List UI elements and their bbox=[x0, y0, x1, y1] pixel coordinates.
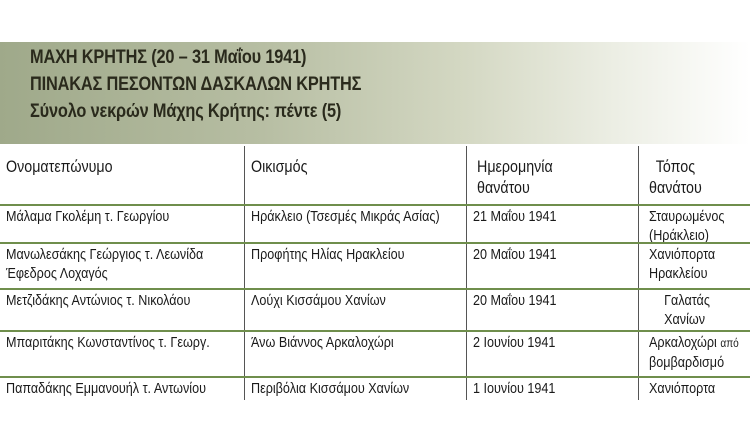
cell-date: 2 Ιουνίου 1941 bbox=[466, 332, 638, 376]
cell-name: Μετζιδάκης Αντώνιος τ. Νικολάου bbox=[6, 292, 191, 309]
cell-settlement: Ηράκλειο (Τσεσμές Μικράς Ασίας) bbox=[244, 206, 466, 242]
table-row bbox=[0, 244, 750, 290]
column-header-place: Τόπος θανάτου bbox=[638, 146, 750, 204]
cell-settlement: Άνω Βιάννος Αρκαλοχώρι bbox=[244, 332, 466, 376]
table-row bbox=[0, 290, 750, 332]
column-header-date: Ημερομηνία θανάτου bbox=[466, 146, 638, 204]
title-line-battle: ΜΑΧΗ ΚΡΗΤΗΣ (20 – 31 Μαΐου 1941) bbox=[30, 47, 307, 68]
cell-date: 1 Ιουνίου 1941 bbox=[466, 378, 638, 400]
cell-place: Γαλατάς Χανίων bbox=[638, 290, 750, 330]
cell-name: Μανωλεσάκης Γεώργιος τ. Λεωνίδα Έφεδρος Λοχαγός bbox=[6, 246, 204, 282]
cell-name: Μπαριτάκης Κωνσταντίνος τ. Γεωργ. bbox=[6, 334, 210, 351]
column-header-settlement: Οικισμός bbox=[244, 146, 466, 204]
column-header-name: Ονοματεπώνυμο bbox=[6, 157, 113, 176]
fallen-teachers-table bbox=[0, 146, 750, 400]
cell-settlement: Περιβόλια Κισσάμου Χανίων bbox=[244, 378, 466, 400]
cell-place: Αρκαλοχώρι από βομβαρδισμό bbox=[638, 332, 750, 376]
cell-settlement: Προφήτης Ηλίας Ηρακλείου bbox=[244, 244, 466, 288]
place-suffix: από bbox=[720, 336, 739, 350]
cell-date: 20 Μαΐου 1941 bbox=[466, 290, 638, 330]
cell-place: Χανιόπορτα Ηρακλείου bbox=[638, 244, 750, 288]
table-row bbox=[0, 206, 750, 244]
document-title-block bbox=[30, 44, 361, 125]
cell-date: 21 Μαΐου 1941 bbox=[466, 206, 638, 242]
cell-date: 20 Μαΐου 1941 bbox=[466, 244, 638, 288]
title-line-total: Σύνολο νεκρών Μάχης Κρήτης: πέντε (5) bbox=[30, 101, 342, 122]
table-header-row bbox=[0, 146, 750, 206]
table-row bbox=[0, 378, 750, 400]
table-row bbox=[0, 332, 750, 378]
cell-settlement: Λούχι Κισσάμου Χανίων bbox=[244, 290, 466, 330]
cell-name: Μάλαμα Γκολέμη τ. Γεωργίου bbox=[6, 208, 170, 225]
cell-place: Σταυρωμένος (Ηράκλειο) bbox=[638, 206, 750, 242]
cell-place: Χανιόπορτα bbox=[638, 378, 750, 400]
cell-name: Παπαδάκης Εμμανουήλ τ. Αντωνίου bbox=[6, 380, 206, 397]
title-line-table: ΠΙΝΑΚΑΣ ΠΕΣΟΝΤΩΝ ΔΑΣΚΑΛΩΝ ΚΡΗΤΗΣ bbox=[30, 74, 362, 95]
